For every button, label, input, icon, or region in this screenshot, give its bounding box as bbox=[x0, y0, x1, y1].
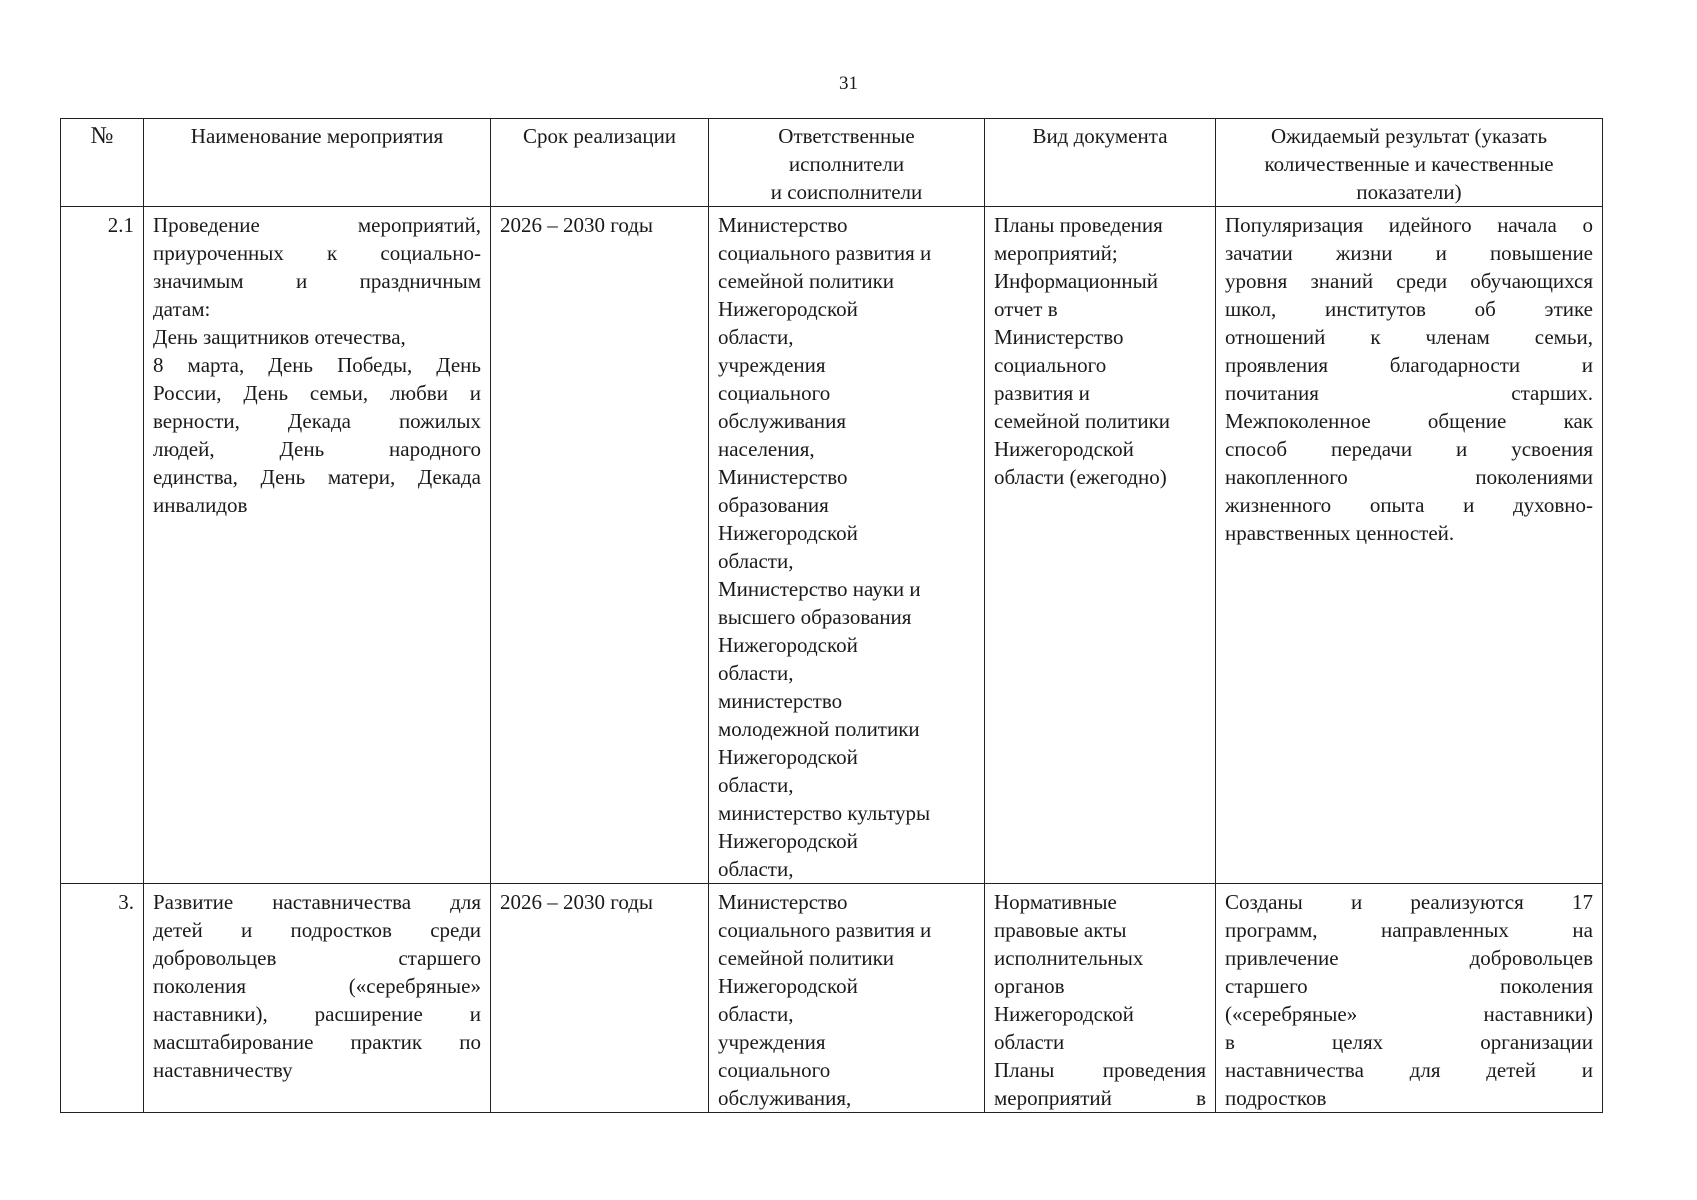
cell-text-line: социального bbox=[718, 1058, 831, 1082]
cell-text-line: способ передачи и усвоения bbox=[1225, 437, 1593, 461]
cell-text-line: Нижегородской bbox=[718, 633, 858, 657]
cell-text-line: наставничеству bbox=[153, 1058, 293, 1082]
cell-text-line: министерство культуры bbox=[718, 801, 931, 825]
cell-text-line: День защитников отечества, bbox=[153, 325, 406, 349]
cell-text-line: обслуживания bbox=[718, 409, 847, 433]
cell-text-line: проявления благодарности и bbox=[1225, 353, 1593, 377]
cell-text-line: наставники), расширение и bbox=[153, 1002, 481, 1026]
table-header-row bbox=[61, 119, 1603, 207]
cell-text-line: области, bbox=[718, 549, 794, 573]
cell-text-line: наставничества для детей и bbox=[1225, 1058, 1593, 1082]
header-term: Срок реализации bbox=[491, 119, 709, 207]
cell-text-line: семейной политики bbox=[994, 409, 1171, 433]
cell-text-line: Министерство науки и bbox=[718, 577, 921, 601]
expected-result-cell bbox=[1216, 207, 1603, 884]
cell-text-line: Министерство bbox=[718, 890, 848, 914]
cell-text-line: органов bbox=[994, 974, 1065, 998]
cell-text-line: области, bbox=[718, 773, 794, 797]
cell-text-line: жизненного опыта и духовно- bbox=[1225, 493, 1593, 517]
cell-text-line: Нижегородской bbox=[994, 1002, 1134, 1026]
cell-text-line: подростков bbox=[1225, 1086, 1327, 1110]
cell-text-line: исполнительных bbox=[994, 946, 1144, 970]
cell-text-line: Министерство bbox=[718, 465, 848, 489]
cell-text-line: уровня знаний среди обучающихся bbox=[1225, 269, 1593, 293]
table-row bbox=[61, 207, 1603, 884]
header-executors bbox=[709, 119, 985, 207]
header-result-line: Ожидаемый результат (указать bbox=[1270, 124, 1548, 148]
cell-text-line: социального bbox=[718, 381, 831, 405]
header-expected-result bbox=[1216, 119, 1603, 207]
cell-text-line: («серебряные» наставники) bbox=[1225, 1002, 1593, 1026]
cell-text-line: образования bbox=[718, 493, 829, 517]
cell-text-line: области, bbox=[718, 857, 794, 881]
term-cell: 2026 – 2030 годы bbox=[491, 884, 709, 1113]
term-cell: 2026 – 2030 годы bbox=[491, 207, 709, 884]
cell-text-line: Министерство bbox=[994, 325, 1124, 349]
cell-text-line: Нижегородской bbox=[994, 437, 1134, 461]
cell-text-line: населения, bbox=[718, 437, 815, 461]
cell-text-line: России, День семьи, любви и bbox=[153, 381, 481, 405]
cell-text-line: области, bbox=[718, 325, 794, 349]
activity-name-cell bbox=[144, 207, 491, 884]
header-result-line: показатели) bbox=[1356, 180, 1462, 204]
cell-text-line: мероприятий в bbox=[994, 1086, 1206, 1110]
header-result-line: количественные и качественные bbox=[1264, 152, 1554, 176]
cell-text-line: Популяризация идейного начала о bbox=[1225, 213, 1593, 237]
cell-text-line: Министерство bbox=[718, 213, 848, 237]
cell-text-line: старшего поколения bbox=[1225, 974, 1593, 998]
cell-text-line: инвалидов bbox=[153, 493, 248, 517]
cell-text-line: привлечение добровольцев bbox=[1225, 946, 1593, 970]
cell-text-line: накопленного поколениями bbox=[1225, 465, 1593, 489]
cell-text-line: высшего образования bbox=[718, 605, 912, 629]
header-activity-name: Наименование мероприятия bbox=[144, 119, 491, 207]
cell-text-line: семейной политики bbox=[718, 946, 895, 970]
executors-cell bbox=[709, 884, 985, 1113]
cell-text-line: правовые акты bbox=[994, 918, 1127, 942]
page-number: 31 bbox=[839, 73, 858, 94]
header-executors-line: и соисполнители bbox=[770, 180, 923, 204]
cell-text-line: Развитие наставничества для bbox=[153, 890, 481, 914]
cell-text-line: развития и bbox=[994, 381, 1090, 405]
row-number: 2.1 bbox=[61, 207, 144, 884]
cell-text-line: учреждения bbox=[718, 353, 826, 377]
expected-result-cell bbox=[1216, 884, 1603, 1113]
cell-text-line: Нижегородской bbox=[718, 829, 858, 853]
cell-text-line: учреждения bbox=[718, 1030, 826, 1054]
cell-text-line: социального bbox=[994, 353, 1107, 377]
cell-text-line: Нижегородской bbox=[718, 521, 858, 545]
cell-text-line: датам: bbox=[153, 297, 211, 321]
cell-text-line: Нижегородской bbox=[718, 297, 858, 321]
cell-text-line: Информационный bbox=[994, 269, 1158, 293]
cell-text-line: министерство bbox=[718, 689, 843, 713]
cell-text-line: людей, День народного bbox=[153, 437, 481, 461]
activities-table bbox=[60, 118, 1603, 1113]
executors-cell bbox=[709, 207, 985, 884]
cell-text-line: Созданы и реализуются 17 bbox=[1225, 890, 1593, 914]
cell-text-line: молодежной политики bbox=[718, 717, 920, 741]
cell-text-line: Нижегородской bbox=[718, 745, 858, 769]
cell-text-line: нравственных ценностей. bbox=[1225, 521, 1455, 545]
cell-text-line: Планы проведения bbox=[994, 213, 1163, 237]
cell-text-line: мероприятий; bbox=[994, 241, 1118, 265]
cell-text-line: единства, День матери, Декада bbox=[153, 465, 481, 489]
cell-text-line: Нижегородской bbox=[718, 974, 858, 998]
cell-text-line: социального развития и bbox=[718, 918, 932, 942]
cell-text-line: добровольцев старшего bbox=[153, 946, 481, 970]
document-type-cell bbox=[985, 207, 1216, 884]
header-number: № bbox=[61, 119, 144, 207]
cell-text-line: отчет в bbox=[994, 297, 1058, 321]
cell-text-line: почитания старших. bbox=[1225, 381, 1593, 405]
document-type-cell bbox=[985, 884, 1216, 1113]
cell-text-line: Нормативные bbox=[994, 890, 1117, 914]
cell-text-line: приуроченных к социально- bbox=[153, 241, 481, 265]
cell-text-line: отношений к членам семьи, bbox=[1225, 325, 1593, 349]
cell-text-line: 8 марта, День Победы, День bbox=[153, 353, 481, 377]
header-executors-line: исполнители bbox=[788, 152, 905, 176]
cell-text-line: области (ежегодно) bbox=[994, 465, 1167, 489]
header-document-type: Вид документа bbox=[985, 119, 1216, 207]
cell-text-line: масштабирование практик по bbox=[153, 1030, 481, 1054]
cell-text-line: социального развития и bbox=[718, 241, 932, 265]
cell-text-line: Планы проведения bbox=[994, 1058, 1206, 1082]
cell-text-line: обслуживания, bbox=[718, 1086, 852, 1110]
cell-text-line: значимым и праздничным bbox=[153, 269, 481, 293]
cell-text-line: области bbox=[994, 1030, 1065, 1054]
cell-text-line: семейной политики bbox=[718, 269, 895, 293]
cell-text-line: программ, направленных на bbox=[1225, 918, 1593, 942]
cell-text-line: верности, Декада пожилых bbox=[153, 409, 481, 433]
cell-text-line: зачатии жизни и повышение bbox=[1225, 241, 1593, 265]
cell-text-line: области, bbox=[718, 1002, 794, 1026]
cell-text-line: Проведение мероприятий, bbox=[153, 213, 481, 237]
cell-text-line: Межпоколенное общение как bbox=[1225, 409, 1593, 433]
cell-text-line: области, bbox=[718, 661, 794, 685]
activity-name-cell bbox=[144, 884, 491, 1113]
cell-text-line: поколения («серебряные» bbox=[153, 974, 481, 998]
cell-text-line: в целях организации bbox=[1225, 1030, 1593, 1054]
row-number: 3. bbox=[61, 884, 144, 1113]
cell-text-line: школ, институтов об этике bbox=[1225, 297, 1593, 321]
header-executors-line: Ответственные bbox=[778, 124, 915, 148]
table-row bbox=[61, 884, 1603, 1113]
cell-text-line: детей и подростков среди bbox=[153, 918, 481, 942]
